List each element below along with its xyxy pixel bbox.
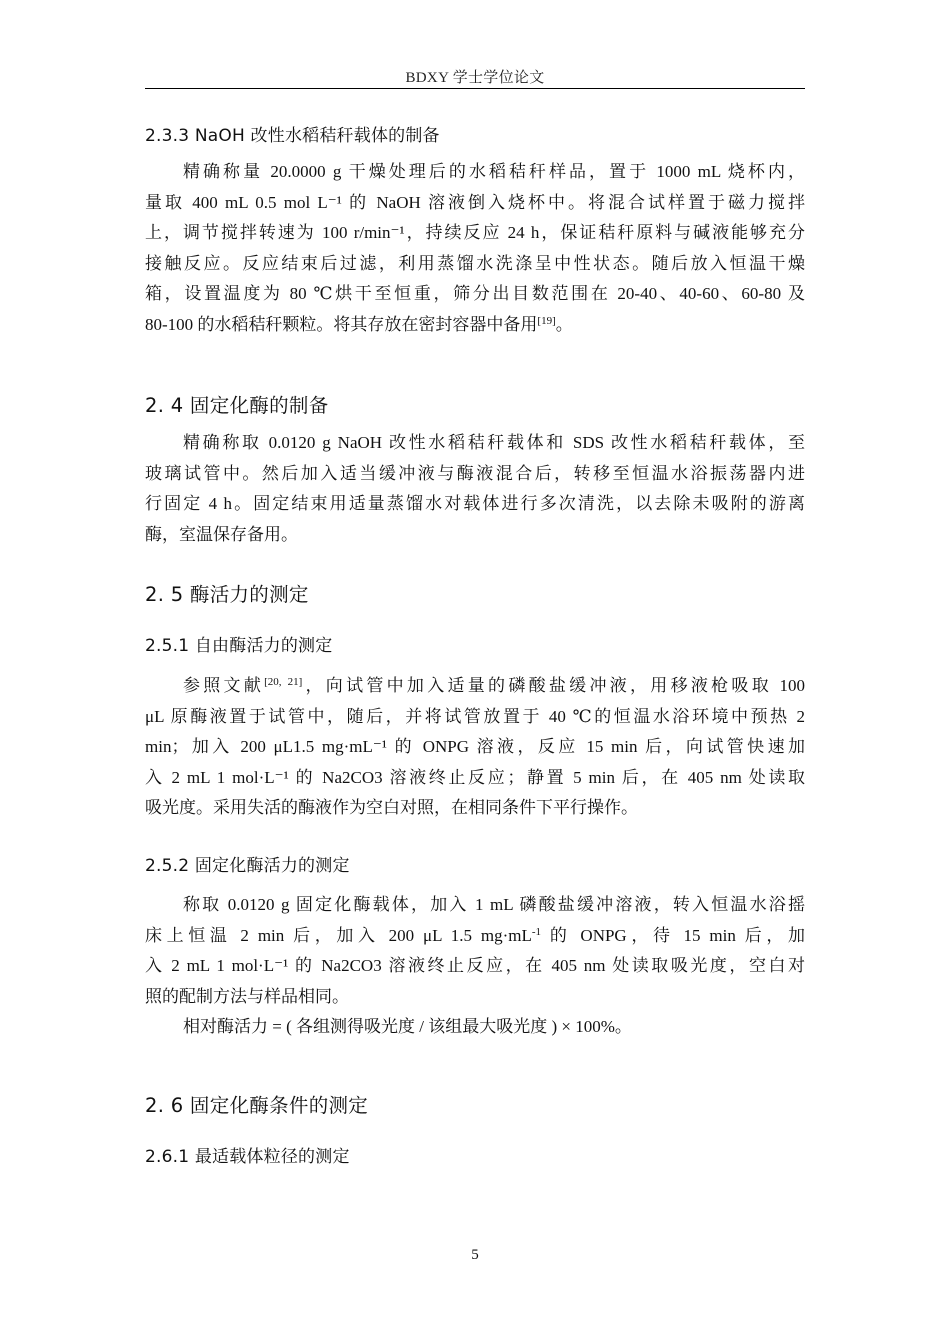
paragraph-2-5-2: [145, 890, 805, 1043]
text-line: 玻璃试管中。然后加入适当缓冲液与酶液混合后，转移至恒温水浴振荡器内进: [145, 463, 805, 483]
heading-2-5-1: 2.5.1 自由酶活力的测定: [145, 636, 333, 656]
heading-2-5: 2. 5 酶活力的测定: [145, 583, 309, 606]
heading-2-5-2: 2.5.2 固定化酶活力的测定: [145, 856, 350, 876]
heading-2-6-1: 2.6.1 最适载体粒径的测定: [145, 1147, 350, 1167]
text-line: 箱，设置温度为 80 ℃烘干至恒重，筛分出目数范围在 20-40、40-60、60-80 及: [145, 284, 805, 303]
text-fragment: 80-100 的水稻秸秆颗粒。将其存放在密封容器中备用: [145, 314, 538, 334]
superscript: -1: [531, 925, 542, 938]
paragraph-2-4: [145, 428, 805, 550]
text-line: 行固定 4 h。固定结束用适量蒸馏水对载体进行多次清洗，以去除未吸附的游离: [145, 494, 805, 513]
citation-ref: [20, 21]: [264, 676, 303, 688]
text-line: min；加入 200 μL1.5 mg·mL⁻¹ 的 ONPG 溶液，反应 15 min 后，向试管快速加: [145, 737, 805, 756]
text-line: [145, 671, 805, 702]
heading-2-4: 2. 4 固定化酶的制备: [145, 394, 329, 417]
text-line: 精确称取 0.0120 g NaOH 改性水稻秸秆载体和 SDS 改性水稻秸秆载体，至: [183, 433, 805, 452]
heading-2-6: 2. 6 固定化酶条件的测定: [145, 1094, 369, 1117]
text-line: 称取 0.0120 g 固定化酶载体，加入 1 mL 磷酸盐缓冲溶液，转入恒温水浴摇: [183, 895, 805, 914]
text-fragment: 的 ONPG，待 15 min 后，加: [541, 925, 805, 945]
paragraph-2-5-1: [145, 671, 805, 824]
text-line: 精确称量 20.0000 g 干燥处理后的水稻秸秆样品，置于 1000 mL 烧杯内，: [183, 162, 805, 181]
text-line: [145, 921, 805, 952]
text-line: [145, 310, 805, 341]
text-line: 入 2 mL 1 mol·L⁻¹ 的 Na2CO3 溶液终止反应，在 405 nm 处读取吸光度，空白对: [145, 956, 805, 975]
text-line: 酶，室温保存备用。: [145, 524, 298, 544]
text-fragment: 参照文献: [183, 676, 265, 695]
running-header: BDXY 学士学位论文: [405, 70, 545, 86]
text-line: 接触反应。反应结束后过滤，利用蒸馏水洗涤呈中性状态。随后放入恒温干燥: [145, 253, 805, 273]
text-fragment: 。: [555, 314, 573, 334]
text-line: 入 2 mL 1 mol·L⁻¹ 的 Na2CO3 溶液终止反应；静置 5 min 后，在 405 nm 处读取: [145, 767, 805, 787]
text-line: 吸光度。采用失活的酶液作为空白对照，在相同条件下平行操作。: [145, 798, 638, 817]
header-rule: [145, 88, 805, 89]
text-line: μL 原酶液置于试管中，随后，并将试管放置于 40 ℃的恒温水浴环境中预热 2: [145, 706, 805, 726]
formula-line: 相对酶活力 = ( 各组测得吸光度 / 该组最大吸光度 ) × 100%。: [183, 1017, 632, 1036]
text-line: 上，调节搅拌转速为 100 r/min⁻¹，持续反应 24 h，保证秸秆原料与碱液能够充分: [145, 223, 805, 242]
heading-2-3-3: 2.3.3 NaOH 改性水稻秸秆载体的制备: [145, 126, 440, 146]
text-fragment: ，向试管中加入适量的磷酸盐缓冲液，用移液枪吸取 100: [302, 676, 806, 695]
citation-ref: [19]: [537, 314, 556, 327]
text-fragment: 床上恒温 2 min 后，加入 200 μL 1.5 mg·mL: [145, 925, 532, 945]
page-number: 5: [471, 1247, 479, 1263]
paragraph-2-3-3: [145, 157, 805, 340]
text-line: 照的配制方法与样品相同。: [145, 986, 349, 1006]
text-line: 量取 400 mL 0.5 mol L⁻¹ 的 NaOH 溶液倒入烧杯中。将混合试样置于磁力搅拌: [145, 192, 805, 212]
